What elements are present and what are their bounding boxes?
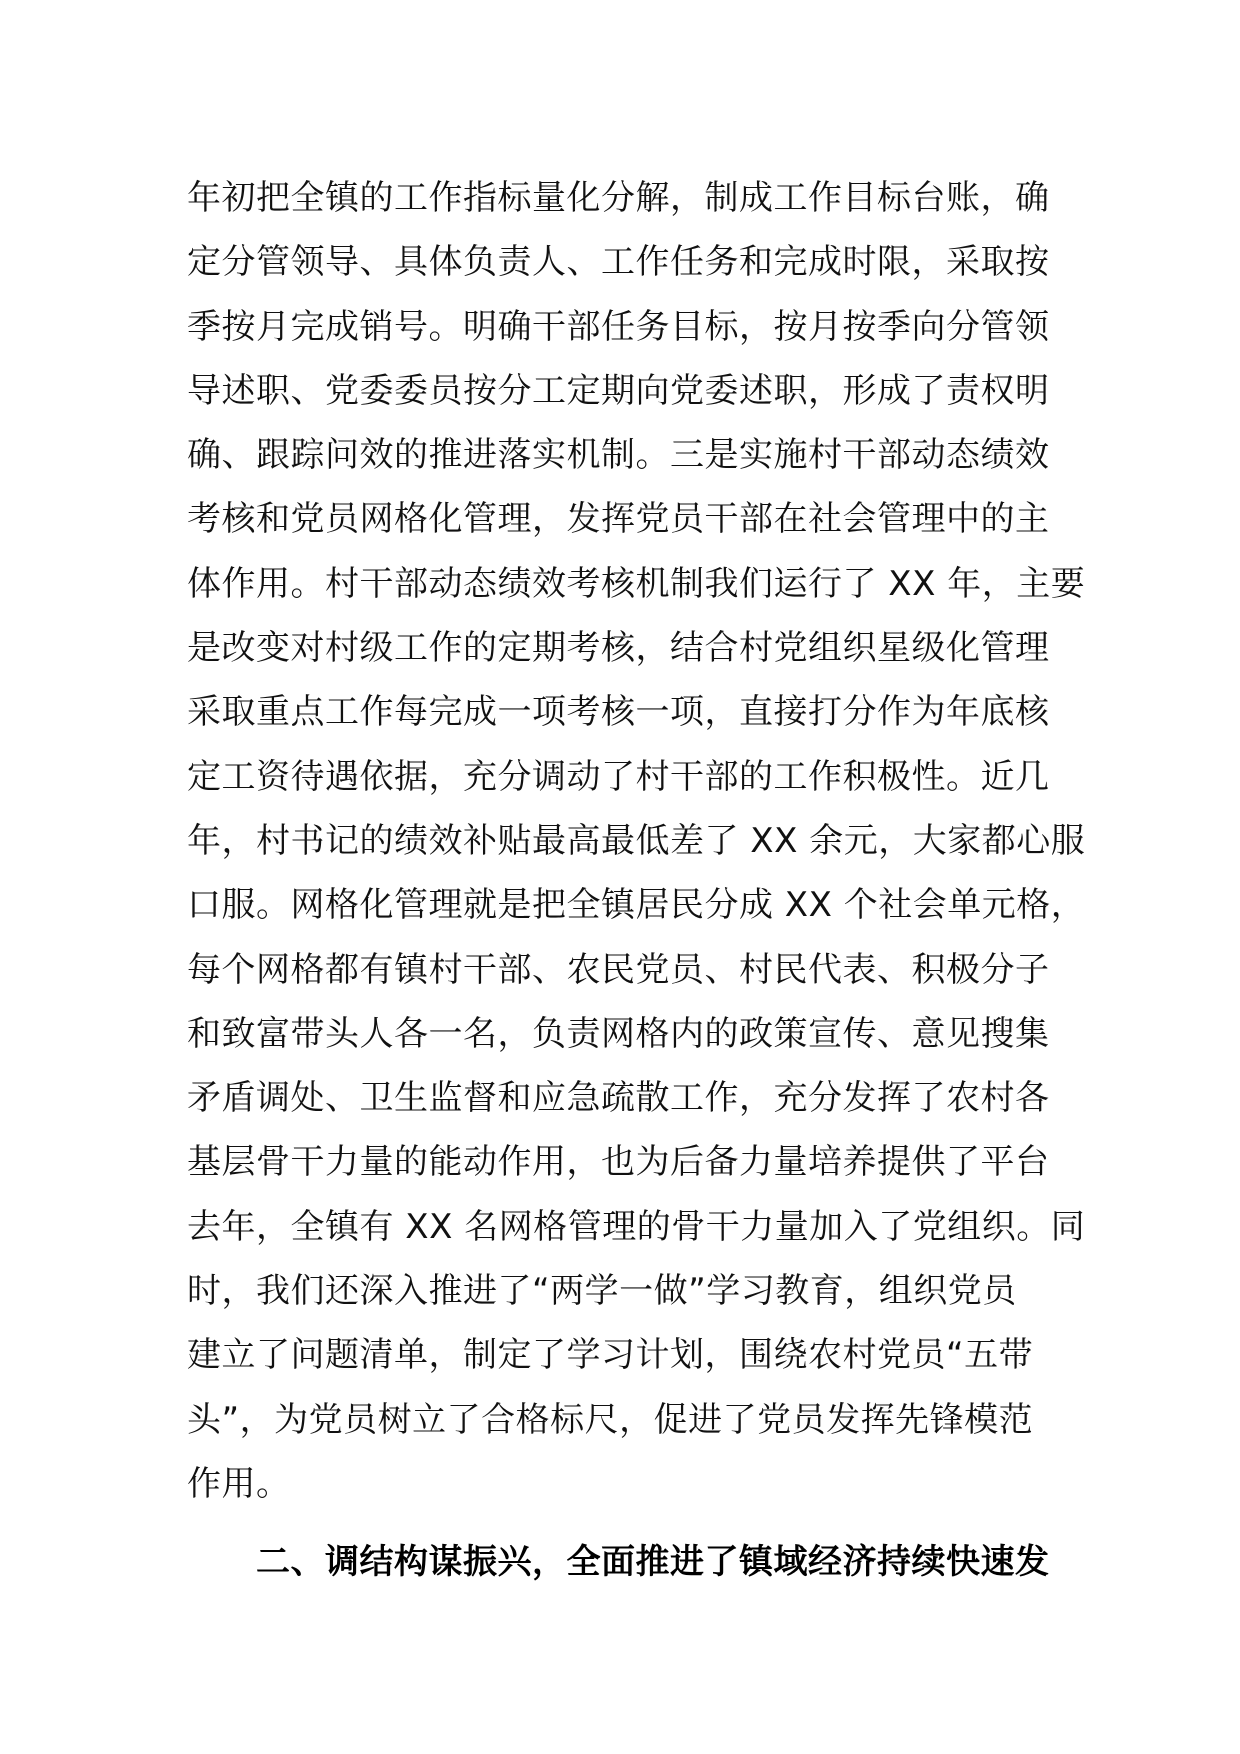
- text-line: 定分管领导、具体负责人、工作任务和完成时限，采取按: [187, 242, 1050, 283]
- text-line: 是改变对村级工作的定期考核，结合村党组织星级化管理: [187, 628, 1050, 669]
- text-line: 作用。: [187, 1463, 291, 1504]
- text-line: 基层骨干力量的能动作用，也为后备力量培养提供了平台: [187, 1142, 1050, 1183]
- text-line: 建立了问题清单，制定了学习计划，围绕农村党员“五带: [187, 1335, 1034, 1376]
- text-line: 头”，为党员树立了合格标尺，促进了党员发挥先锋模范: [187, 1399, 1034, 1440]
- text-line: 矛盾调处、卫生监督和应急疏散工作，充分发挥了农村各: [187, 1078, 1050, 1119]
- section-heading: 二、调结构谋振兴，全面推进了镇域经济持续快速发: [256, 1542, 1050, 1582]
- text-line: 定工资待遇依据，充分调动了村干部的工作积极性。近几: [187, 756, 1050, 797]
- text-line: 去年，全镇有 XX 名网格管理的骨干力量加入了党组织。同: [187, 1206, 1086, 1247]
- text-line: 采取重点工作每完成一项考核一项，直接打分作为年底核: [187, 692, 1050, 733]
- text-line: 和致富带头人各一名，负责网格内的政策宣传、意见搜集: [187, 1013, 1050, 1054]
- text-line: 体作用。村干部动态绩效考核机制我们运行了 XX 年，主要: [187, 563, 1086, 604]
- text-line: 时，我们还深入推进了“两学一做”学习教育，组织党员: [187, 1271, 1017, 1312]
- text-line: 口服。网格化管理就是把全镇居民分成 XX 个社会单元格，: [187, 885, 1086, 926]
- text-line: 年初把全镇的工作指标量化分解，制成工作目标台账，确: [187, 178, 1050, 218]
- text-line: 确、跟踪问效的推进落实机制。三是实施村干部动态绩效: [187, 435, 1050, 476]
- text-line: 考核和党员网格化管理，发挥党员干部在社会管理中的主: [187, 499, 1050, 540]
- body-paragraph: [187, 166, 1086, 1516]
- text-line: 年，村书记的绩效补贴最高最低差了 XX 余元，大家都心服: [187, 820, 1086, 861]
- text-line: 季按月完成销号。明确干部任务目标，按月按季向分管领: [187, 306, 1050, 347]
- text-line: 每个网格都有镇村干部、农民党员、村民代表、积极分子: [187, 949, 1050, 990]
- text-line: 导述职、党委委员按分工定期向党委述职，形成了责权明: [187, 370, 1050, 411]
